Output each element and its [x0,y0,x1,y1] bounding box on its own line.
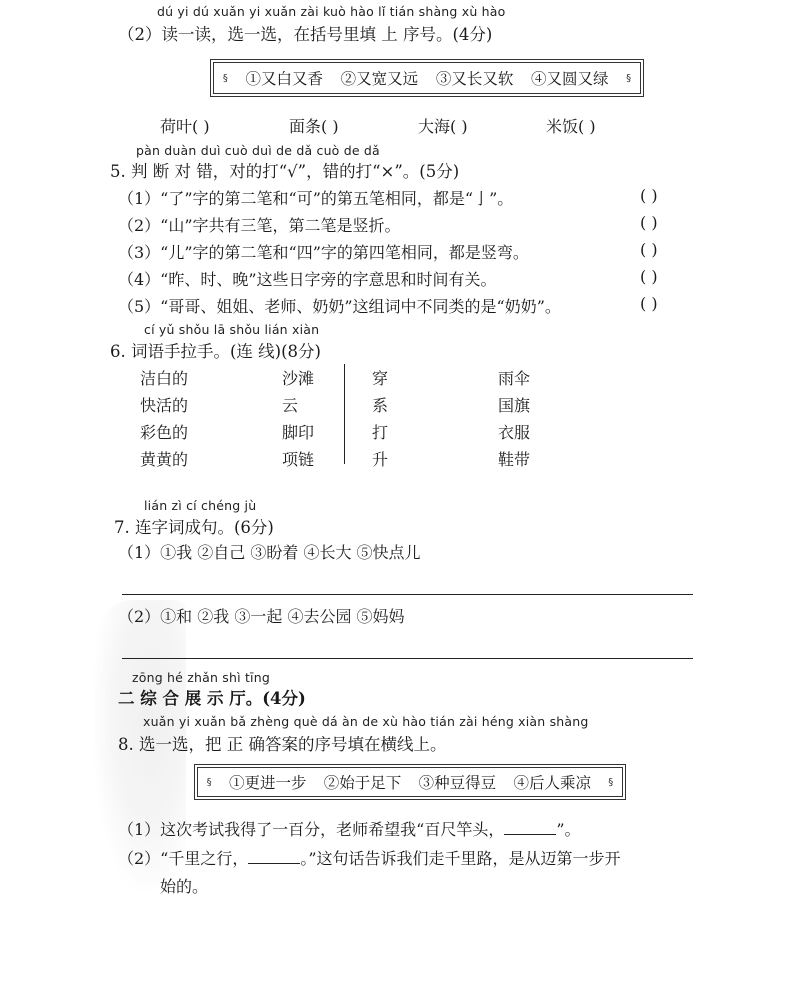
q5-item-2: （2）“山”字共有三笔，第二笔是竖折。 [118,216,401,235]
q8-blank-1[interactable] [504,820,556,835]
q5-answer-5[interactable]: ( ) [640,294,658,313]
q6-title: 6. 词语手拉手。(连 线)(8分) [110,342,321,361]
q6-col4-word[interactable]: 雨伞 [498,369,531,388]
q5-answer-4[interactable]: ( ) [640,267,658,286]
q5-pinyin: pàn duàn duì cuò duì de dǎ cuò de dǎ [136,143,380,158]
q8-option: ①更进一步 [228,774,307,792]
wave-right-icon: § [626,72,632,84]
q7-answer-line-2[interactable] [122,658,693,659]
q6-col1-word[interactable]: 快活的 [140,396,189,415]
q8-item-2-text: （2）“千里之行， [118,849,249,868]
q2-blank-2[interactable]: 面条( ) [289,117,339,136]
q8-item-2 [118,846,621,869]
sec2-pinyin: zōng hé zhǎn shì tīng [132,670,270,685]
q8-item-1-end: ”。 [556,820,581,839]
q8-item-1-text: （1）这次考试我得了一百分，老师希望我“百尺竿头， [118,820,505,839]
q6-col1-word[interactable]: 洁白的 [140,369,189,388]
q6-col2-word[interactable]: 脚印 [282,423,315,442]
q6-pinyin: cí yǔ shǒu lā shǒu lián xiàn [144,322,320,337]
q6-col3-word[interactable]: 穿 [372,369,389,388]
q2-blank-3[interactable]: 大海( ) [418,117,468,136]
q2-option: ①又白又香 [245,70,323,88]
q8-title: 8. 选一选，把 正 确答案的序号填在横线上。 [118,735,447,754]
q6-col4-word[interactable]: 国旗 [498,396,531,415]
q2-option-box [213,62,641,94]
q6-col1-word[interactable]: 彩色的 [140,423,189,442]
q8-option: ④后人乘凉 [513,774,591,792]
q8-item-2-cont: 始的。 [160,877,209,896]
q7-pinyin: lián zì cí chéng jù [144,498,257,513]
q6-col3-word[interactable]: 系 [372,396,389,415]
q2-option: ③又长又软 [435,70,514,88]
wave-left-icon: § [206,776,212,788]
q2-option: ②又宽又远 [340,70,419,88]
q5-item-4: （4）“昨、时、晚”这些日字旁的字意思和时间有关。 [118,270,497,289]
q5-title: 5. 判 断 对 错，对的打“√”，错的打“×”。(5分) [110,162,460,181]
q7-item-2: （2）①和 ②我 ③一起 ④去公园 ⑤妈妈 [118,607,405,626]
q5-answer-3[interactable]: ( ) [640,240,658,259]
q5-item-5: （5）“哥哥、姐姐、老师、奶奶”这组词中不同类的是“奶奶”。 [118,297,561,316]
wave-right-icon: § [608,776,614,788]
sec2-title: 二 综 合 展 示 厅。(4分) [118,689,306,708]
q7-title: 7. 连字词成句。(6分) [114,518,274,537]
q5-item-3: （3）“儿”字的第二笔和“四”字的第四笔相同，都是竖弯。 [118,243,529,262]
q6-divider [344,364,345,464]
q6-col2-word[interactable]: 云 [282,396,299,415]
q5-item-1: （1）“了”字的第二笔和“可”的第五笔相同，都是“亅”。 [118,189,514,208]
q8-item-2-rest: 。”这句话告诉我们走千里路，是从迈第一步开 [300,849,621,868]
wave-left-icon: § [222,72,228,84]
q6-col2-word[interactable]: 项链 [282,450,315,469]
q8-option: ③种豆得豆 [418,774,497,792]
q2-option: ④又圆又绿 [531,70,609,88]
q2-pinyin: dú yi dú xuǎn yi xuǎn zài kuò hào lǐ tián shàng xù hào [157,4,506,19]
q2-blank-1[interactable]: 荷叶( ) [160,117,210,136]
q6-col1-word[interactable]: 黄黄的 [140,450,189,469]
q5-answer-1[interactable]: ( ) [640,186,658,205]
q5-answer-2[interactable]: ( ) [640,213,658,232]
q2-title: （2）读一读，选一选，在括号里填 上 序号。(4分) [118,25,493,44]
q6-col3-word[interactable]: 打 [372,423,389,442]
q8-option-box [197,767,623,797]
q2-blank-4[interactable]: 米饭( ) [546,117,596,136]
q6-col4-word[interactable]: 鞋带 [498,450,531,469]
q7-answer-line-1[interactable] [122,594,693,595]
q8-option: ②始于足下 [323,774,402,792]
q8-item-1 [118,817,581,840]
q6-col3-word[interactable]: 升 [372,450,389,469]
q6-col2-word[interactable]: 沙滩 [282,369,315,388]
q6-col4-word[interactable]: 衣服 [498,423,531,442]
q7-item-1: （1）①我 ②自己 ③盼着 ④长大 ⑤快点儿 [118,543,421,562]
q8-blank-2[interactable] [248,849,300,864]
q8-pinyin: xuǎn yi xuǎn bǎ zhèng què dá àn de xù hào tián zài héng xiàn shàng [143,714,589,729]
